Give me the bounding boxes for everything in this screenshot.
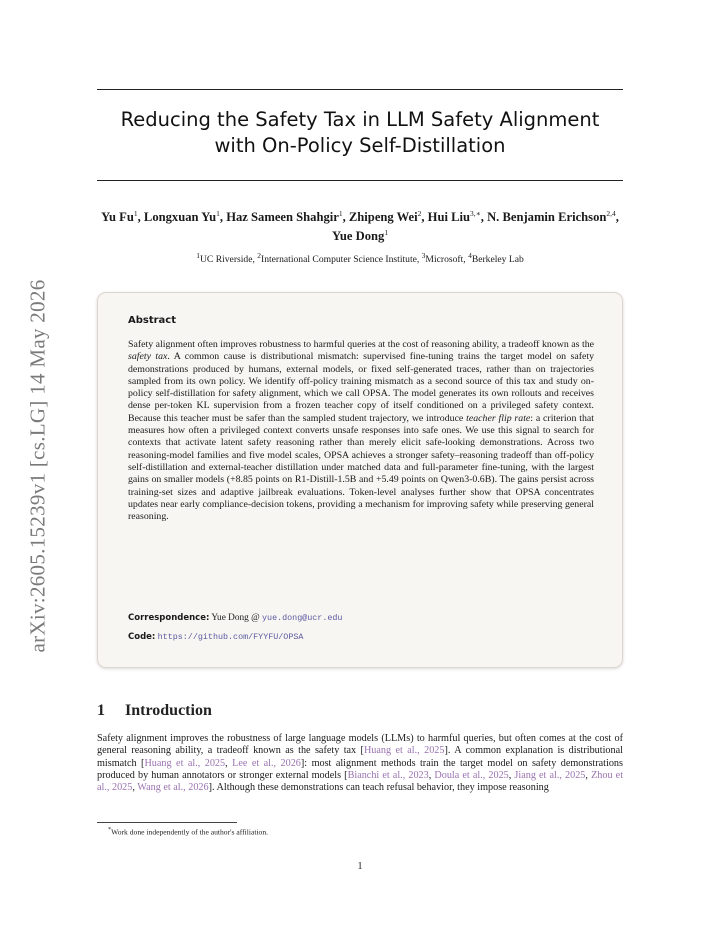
paper-title	[97, 107, 623, 159]
section-heading	[97, 702, 212, 720]
code-line	[128, 632, 303, 642]
title-top-rule	[97, 89, 623, 90]
affiliation: Berkeley Lab	[471, 254, 524, 266]
abstract-emphasis: teacher flip rate	[466, 412, 531, 424]
citation-link[interactable]: Huang et al., 2025	[144, 757, 226, 769]
author-name: Hui Liu	[427, 210, 471, 225]
citation-link[interactable]: Lee et al., 2026	[232, 757, 301, 769]
author-affil-mark: 2	[417, 209, 422, 218]
code-url-link[interactable]: https://github.com/FYYFU/OPSA	[157, 632, 304, 642]
title-line-1: Reducing the Safety Tax in LLM Safety Alignment	[120, 108, 600, 131]
author-name: N. Benjamin Erichson	[487, 210, 607, 225]
abstract-span: . A common cause is distributional mismatch: supervised fine-tuning trains the target model on safety demonstrations produced by humans, external models, or fixed self-generated traces, rather than on trajectories sampled from its own policy. We identify off-policy training mismatch as a second source of this tax and study on-policy self-distillation for safety alignment, which we call OPSA. The model generates its own rollouts and receives dense per-token KL supervision from a frozen teacher copy of itself conditioned on a privileged safety context. Because this teacher must be safer than the sampled student trajectory, we introduce	[128, 351, 594, 424]
correspondence-name: Yue Dong @	[211, 613, 263, 623]
citation-link[interactable]: Jiang et al., 2025	[514, 769, 586, 781]
abstract-emphasis: safety tax	[128, 351, 168, 363]
intro-span: ,	[225, 757, 233, 769]
author-name: Longxuan Yu	[143, 210, 217, 225]
abstract-text	[128, 339, 594, 523]
affiliation-list: $^1$UC Riverside, $^2$International Computer Science Institute, $^3$Microsoft, $^4$Berkeley Lab	[196, 251, 524, 266]
arxiv-identifier: arXiv:2605.15239v1 [cs.LG] 14 May 2026	[25, 279, 50, 653]
affiliation: International Computer Science Institute	[261, 254, 417, 266]
title-bottom-rule	[97, 180, 623, 181]
author-list: Yu Fu$^1$, Longxuan Yu$^1$, Haz Sameen Shahgir$^1$, Zhipeng Wei$^2$, Hui Liu$^{3,∗}$, N. Benjamin Erichson$^{2,4}$, Yue Dong$^1$	[101, 209, 619, 244]
section-title: Introduction	[125, 702, 212, 719]
author-name: Yu Fu	[101, 210, 134, 225]
author-name: Haz Sameen Shahgir	[226, 210, 339, 225]
author-affil-mark: 1	[384, 228, 389, 238]
intro-span: ]: most alignment methods train the target model on safety demonstrations produced by human annotators or stronger external models [	[97, 757, 623, 781]
author-affil-mark: 2,4	[606, 209, 616, 218]
correspondence-line	[128, 613, 342, 623]
footnote-rule	[97, 822, 237, 823]
intro-paragraph: Safety alignment improves the robustness of large language models (LLMs) to harmful queries, but often comes at the cost of general reasoning ability, a tradeoff known as the safety tax [Huang et al., 2025]. A common explanation is distributional mismatch [Huang et al., 2025, Lee et al., 2026]: most alignment methods train the target model on safety demonstrations produced by human annotators or stronger external models [Bianchi et al., 2023, Doula et al., 2025, Jiang et al., 2025, Zhou et al., 2025, Wang et al., 2026]. Although these demonstrations can teach refusal behavior, they impose reasoning	[97, 733, 624, 794]
intro-span: ]. Although these demonstrations can teach refusal behavior, they impose reasoning	[208, 782, 549, 794]
title-line-2: with On-Policy Self-Distillation	[214, 134, 506, 157]
citation-link[interactable]: Zhou et al., 2025	[97, 769, 624, 794]
footnote-mark: *	[108, 826, 112, 833]
affil-mark: 4	[468, 251, 472, 260]
section-number: 1	[97, 702, 105, 719]
affiliation: Microsoft	[425, 254, 464, 266]
affil-mark: 2	[257, 251, 262, 260]
footnote	[108, 826, 268, 837]
author-affil-mark: 1	[338, 209, 343, 218]
intro-span: ]. A common explanation is distributional mismatch [	[97, 745, 623, 769]
citation-link[interactable]: Bianchi et al., 2023	[347, 769, 429, 781]
abstract-span: : a criterion that measures how often a privileged context converts unsafe responses into safe ones. We use this signal to search for contexts that activate latent safety reasoning rather than merely elicit safe-looking demonstrations. Across two reasoning-model families and five model scales, OPSA achieves a stronger safety–reasoning tradeoff than off-policy self-distillation and external-teacher distillation under matched data and full-parameter fine-tuning, with the largest gains on smaller models (+8.85 points on R1-Distill-1.5B and +5.49 points on Qwen3-0.6B). The gains persist across training-set sizes and adaptive jailbreak evaluations. Token-level analyses further show that OPSA concentrates updates near early compliance-decision tokens, providing a mechanism for improving safety while preserving general reasoning.	[128, 412, 594, 523]
correspondence-label: Correspondence:	[128, 613, 210, 623]
citation-link[interactable]: Doula et al., 2025	[434, 769, 509, 781]
citation-link[interactable]: Huang et al., 2025	[363, 745, 445, 757]
footnote-text: Work done independently of the author's affiliation.	[111, 827, 269, 837]
correspondence-email-link[interactable]: yue.dong@ucr.edu	[262, 613, 343, 623]
abstract-span: Safety alignment often improves robustness to harmful queries at the cost of reasoning ability, a tradeoff known as the	[128, 339, 594, 350]
page-number: 1	[357, 861, 363, 872]
author-affil-mark: 3,∗	[470, 209, 481, 218]
author-name: Yue Dong	[331, 229, 385, 244]
intro-span: Safety alignment improves the robustness of large language models (LLMs) to harmful queries, but often comes at the cost of general reasoning ability, a tradeoff known as the safety tax [	[97, 733, 623, 757]
affiliation: UC Riverside	[199, 254, 253, 266]
affil-mark: 1	[196, 251, 200, 260]
citation-link[interactable]: Wang et al., 2026	[137, 782, 209, 794]
affil-mark: 3	[421, 251, 426, 260]
author-affil-mark: 1	[216, 209, 220, 218]
author-name: Zhipeng Wei	[348, 210, 418, 225]
abstract-heading: Abstract	[128, 315, 177, 326]
abstract-box	[97, 292, 623, 668]
code-label: Code:	[128, 632, 156, 642]
author-affil-mark: 1	[133, 209, 138, 218]
